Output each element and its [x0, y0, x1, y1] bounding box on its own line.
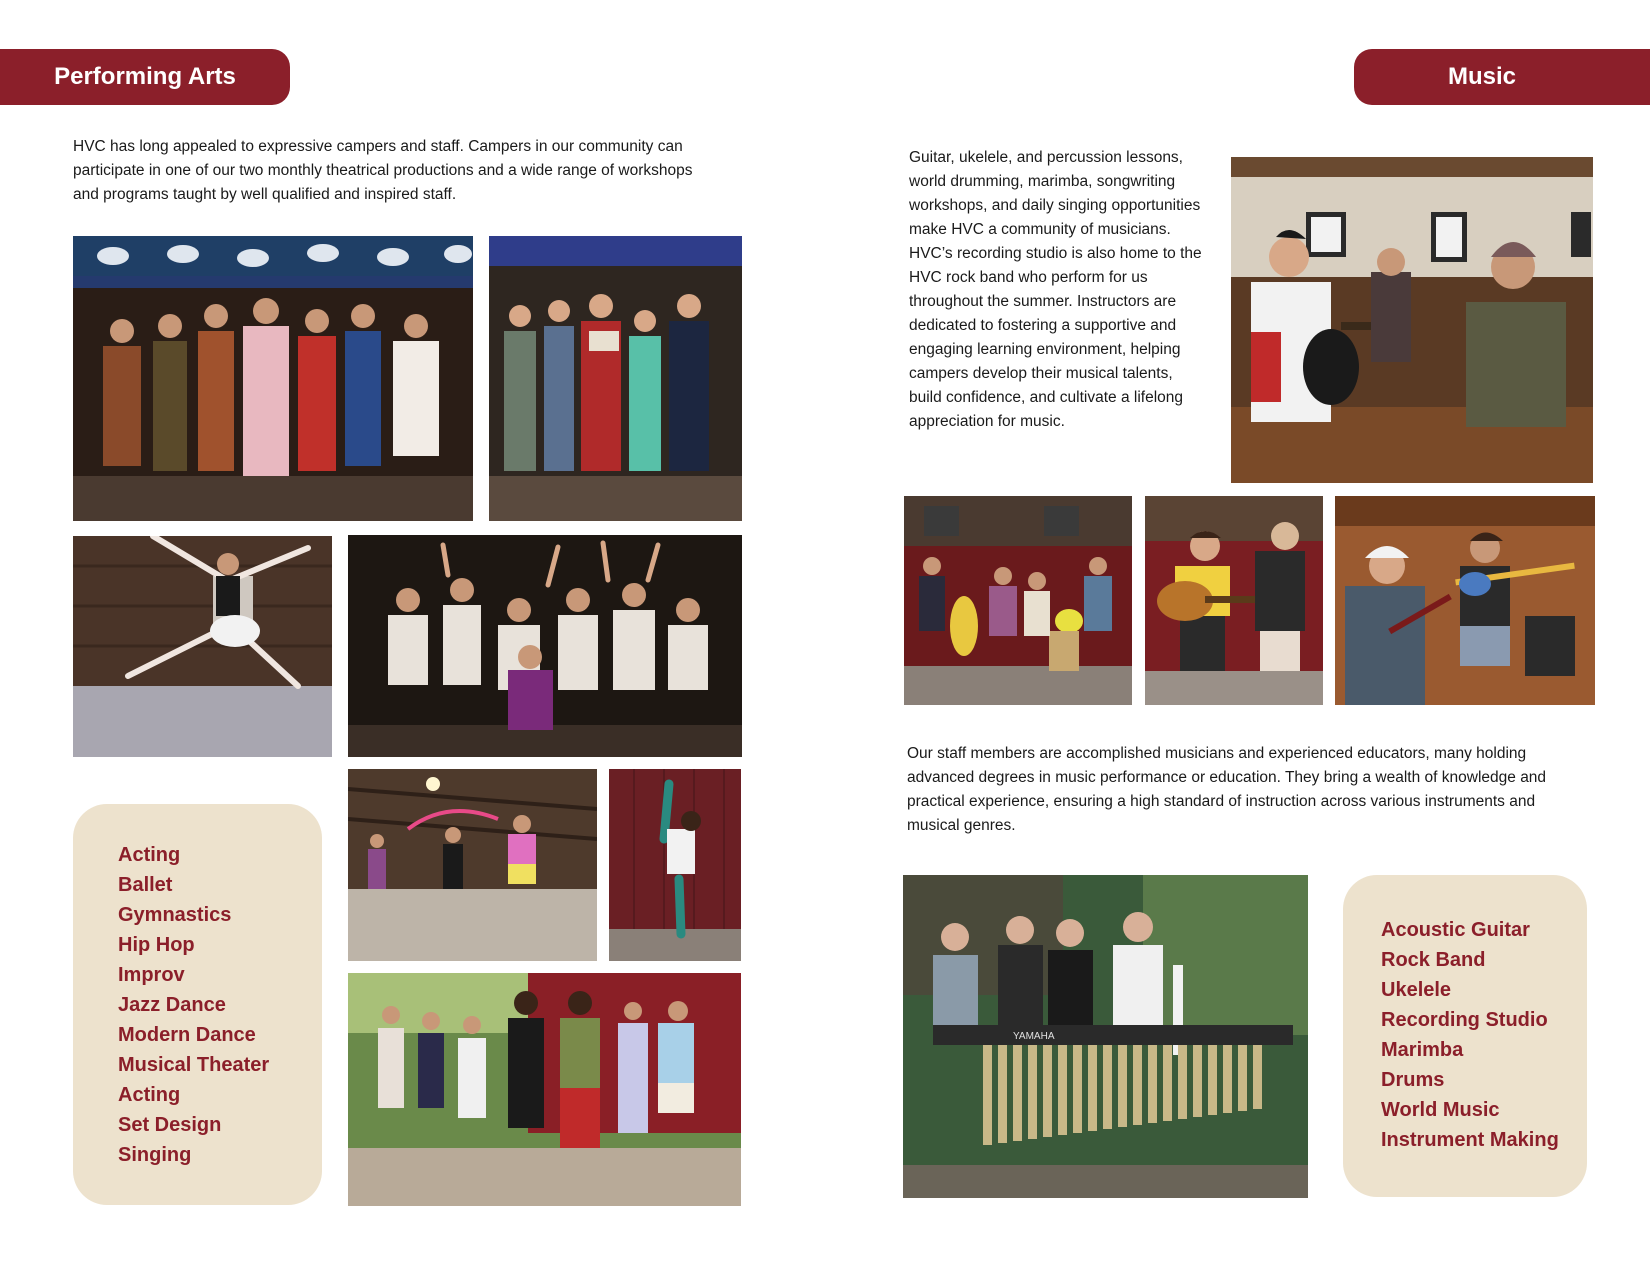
list-item: Musical Theater — [118, 1054, 270, 1076]
ribbon-dance-photo — [348, 769, 597, 961]
dancer-leap-photo — [73, 536, 332, 757]
outdoor-dance-class-photo — [348, 973, 741, 1206]
list-item: Acting — [118, 1084, 181, 1106]
list-item: Hip Hop — [118, 934, 195, 956]
list-item: Ballet — [118, 874, 173, 896]
performing-arts-banner — [0, 49, 290, 105]
performing-arts-intro: HVC has long appealed to expressive campers and staff. Campers in our community can participate in one of our two monthly theatrical productions and a wide range of workshops and programs taught by well qualified and inspired staff. — [73, 138, 693, 203]
list-item: Drums — [1381, 1069, 1445, 1091]
list-item: Modern Dance — [118, 1024, 256, 1046]
stage-costume-show-photo — [73, 236, 473, 521]
guitar-lesson-photo — [1231, 157, 1593, 483]
list-item: Acting — [118, 844, 181, 866]
list-item: Instrument Making — [1381, 1129, 1559, 1151]
stage-singing-group-photo — [489, 236, 742, 521]
electric-guitar-photo — [1335, 496, 1595, 705]
list-item: Set Design — [118, 1114, 222, 1136]
music-staff-paragraph: Our staff members are accomplished musicians and experienced educators, many holding advanced degrees in music performance or education. They bring a wealth of knowledge and practical experience, ensuring a high standard of instruction across various instruments and musical genres. — [907, 745, 1547, 834]
music-intro: Guitar, ukelele, and percussion lessons, world drumming, marimba, songwriting workshops, and daily singing opportunities make HVC a community of musicians. HVC’s recording studio is also home to the HVC rock band who perform for us throughout the summer. Instructors are dedicated to fostering a supportive and engaging learning environment, helping campers develop their musical talents, build confidence, and cultivate a lifelong appreciation for music. — [909, 149, 1202, 430]
list-item: Ukelele — [1381, 979, 1452, 1001]
performing-arts-activities-panel — [73, 804, 322, 1205]
list-item: Recording Studio — [1381, 1009, 1548, 1031]
list-item: World Music — [1381, 1099, 1500, 1121]
acoustic-guitar-photo — [1145, 496, 1323, 705]
high-kick-dancer-photo — [609, 769, 741, 961]
list-item: Marimba — [1381, 1039, 1464, 1061]
theater-ensemble-photo — [348, 535, 742, 757]
music-title: Music — [1447, 63, 1516, 90]
music-banner — [1354, 49, 1650, 105]
marimba-ensemble-photo — [903, 875, 1308, 1198]
list-item: Improv — [118, 964, 185, 986]
music-activities-panel — [1343, 875, 1587, 1197]
performing-arts-activities-list — [73, 804, 322, 1170]
performing-arts-title: Performing Arts — [54, 63, 236, 90]
marimba-brand-label: YAMAHA — [1013, 1031, 1055, 1042]
list-item: Rock Band — [1381, 949, 1486, 971]
list-item: Singing — [118, 1144, 192, 1166]
world-drumming-photo — [904, 496, 1132, 705]
list-item: Acoustic Guitar — [1381, 919, 1530, 941]
music-activities-list — [1343, 875, 1587, 1155]
list-item: Jazz Dance — [118, 994, 226, 1016]
list-item: Gymnastics — [118, 904, 232, 926]
